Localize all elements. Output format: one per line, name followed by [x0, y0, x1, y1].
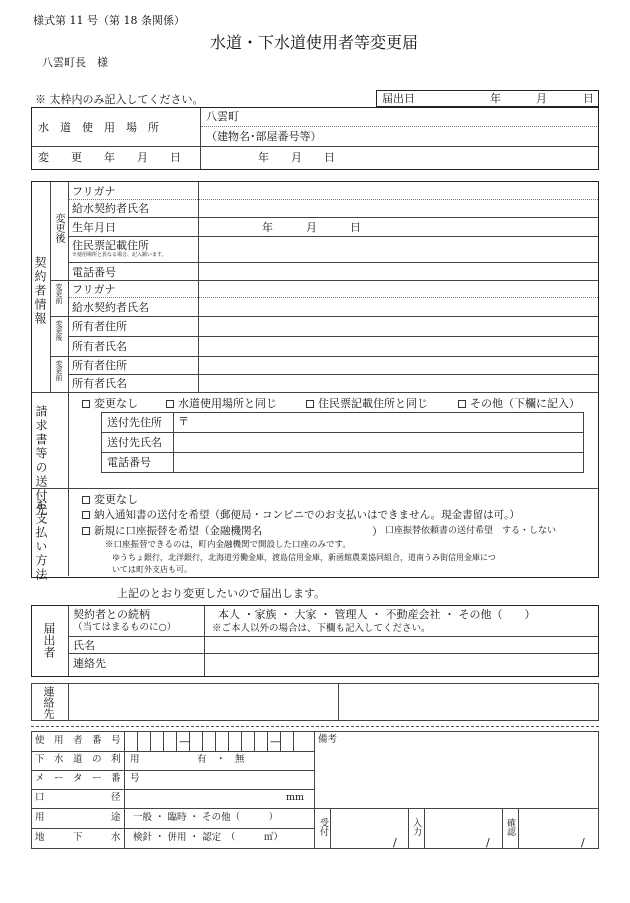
input-slash: / [486, 836, 490, 849]
notifier-input-area[interactable] [206, 638, 597, 675]
billing-option-same-place: 水道使用場所と同じ [166, 398, 277, 409]
checkbox[interactable] [82, 400, 90, 408]
transfer-note-3: いては町外支店も可。 [112, 565, 192, 574]
billing-input-area[interactable] [175, 413, 582, 472]
usage-label: 用 途 [35, 812, 121, 823]
submit-day: 日 [583, 92, 594, 105]
notifier-group-label: 届出者 [42, 622, 56, 658]
usage-value[interactable]: 一般 ・ 臨時 ・ その他（ ） [133, 812, 279, 823]
town-name: 八雲町 [206, 110, 239, 123]
resident-address-note: ※使用場所と異なる場合、記入願います。 [72, 252, 167, 258]
billing-phone-label: 電話番号 [107, 456, 151, 469]
billing-group-label: 請求書等の送付先 [34, 405, 48, 517]
remarks-input[interactable] [316, 746, 597, 806]
checkbox[interactable] [166, 400, 174, 408]
reception-slash: / [393, 836, 397, 849]
furigana-label: フリガナ [72, 185, 116, 198]
sewer-label: 下 水 道 の 利 用 [35, 754, 140, 765]
contractor-name-before-label: 給水契約者氏名 [72, 301, 149, 314]
submit-month: 月 [536, 92, 547, 105]
owner-after-label: 変更後 [55, 320, 63, 341]
checkbox[interactable] [306, 400, 314, 408]
owner-address-after-label: 所有者住所 [72, 320, 127, 333]
resident-address-label: 住民票記載住所 [72, 239, 149, 252]
payment-option-none: 変更なし [82, 494, 138, 505]
contractor-input-area[interactable] [200, 183, 597, 391]
checkbox[interactable] [458, 400, 466, 408]
postal-mark: 〒 [178, 415, 189, 428]
birthdate-label: 生年月日 [72, 221, 116, 234]
checkbox[interactable] [82, 527, 90, 535]
relation-sub: （当てはまるものに○） [73, 622, 177, 633]
checkbox[interactable] [82, 496, 90, 504]
billing-option-resident: 住民票記載住所と同じ [306, 398, 428, 409]
form-number: 様式第 11 号（第 18 条関係） [33, 14, 185, 27]
billing-address-label: 送付先住所 [107, 416, 162, 429]
groundwater-label: 地 下 水 [35, 832, 121, 843]
addressee: 八雲町長 様 [42, 56, 108, 69]
billing-option-none: 変更なし [82, 398, 138, 409]
place-input[interactable] [300, 110, 590, 144]
groundwater-value[interactable]: 検針 ・ 併用 ・ 認定 （ ㎥） [133, 832, 283, 843]
payment-transfer-close: ） [372, 525, 383, 538]
remarks-label: 備考 [318, 734, 338, 745]
change-date-value[interactable]: 年 月 日 [258, 151, 335, 164]
bore-unit: mm [286, 792, 305, 803]
notifier-contact-label: 連絡先 [73, 657, 106, 670]
form-title: 水道・下水道使用者等変更届 [210, 33, 419, 52]
payment-option-transfer: 新規に口座振替を希望（金融機関名 [82, 526, 262, 537]
meter-number-label: メ ー タ ー 番 号 [35, 773, 140, 784]
contact-input[interactable] [70, 685, 597, 719]
submit-year: 年 [490, 92, 501, 105]
user-no-dash-1: — [179, 735, 190, 748]
owner-before-label: 変更前 [55, 360, 63, 381]
birthdate-value[interactable]: 年 月 日 [262, 221, 361, 234]
change-date-label: 変 更 年 月 日 [38, 151, 181, 164]
relation-note: ※ご本人以外の場合は、下欄も記入してください。 [212, 623, 431, 634]
reception-label: 受付 [318, 818, 328, 836]
transfer-note-1: ※口座振替できるのは，町内金融機関で開設した口座のみです。 [105, 540, 351, 550]
phone-label: 電話番号 [72, 266, 116, 279]
building-note: （建物名･部屋番号等） [206, 130, 322, 143]
transfer-form-request[interactable]: 口座振替依頼書の送付希望 する・しない [385, 526, 557, 536]
relation-options[interactable]: 本人 ・家族 ・ 大家 ・ 管理人 ・ 不動産会社 ・ その他（ ） [218, 608, 536, 621]
owner-name-before-label: 所有者氏名 [72, 377, 127, 390]
user-no-dash-2: — [270, 735, 281, 748]
submit-date-label: 届出日 [382, 92, 415, 105]
instruction-note: ※ 太枠内のみ記入してください。 [35, 93, 204, 106]
office-separator [31, 726, 599, 727]
contractor-name-label: 給水契約者氏名 [72, 202, 149, 215]
payment-group-label: お支払い方法 [34, 498, 48, 582]
owner-name-after-label: 所有者氏名 [72, 340, 127, 353]
input-label: 入力 [411, 818, 421, 836]
owner-address-before-label: 所有者住所 [72, 359, 127, 372]
user-number-label: 使 用 者 番 号 [35, 735, 121, 746]
contact-label: 連絡先 [42, 686, 55, 719]
before-change-label: 変更前 [55, 283, 63, 304]
place-label: 水 道 使 用 場 所 [38, 121, 159, 134]
billing-name-label: 送付先氏名 [107, 436, 162, 449]
checkbox[interactable] [82, 511, 90, 519]
relation-label: 契約者との続柄 [73, 608, 150, 621]
transfer-note-2: ゆうちょ銀行，北洋銀行，北海道労働金庫，渡島信用金庫，新函館農業協同組合，道南うみ街信用金庫につ [112, 553, 496, 562]
confirm-slash: / [581, 836, 585, 849]
confirm-label: 確認 [505, 818, 515, 836]
furigana-before-label: フリガナ [72, 283, 116, 296]
after-change-label: 変更後 [53, 213, 64, 243]
sewer-value[interactable]: 有 ・ 無 [197, 754, 245, 765]
contractor-group-label: 契約者情報 [33, 256, 47, 326]
notifier-name-label: 氏名 [73, 639, 95, 652]
statement-text: 上記のとおり変更したいので届出します。 [117, 587, 326, 600]
billing-option-other: その他（下欄に記入） [458, 398, 580, 409]
payment-option-invoice: 納入通知書の送付を希望（郵便局・コンビニでのお支払いはできません。現金書留は可。） [82, 510, 520, 521]
bore-label: 口 径 [35, 792, 121, 803]
